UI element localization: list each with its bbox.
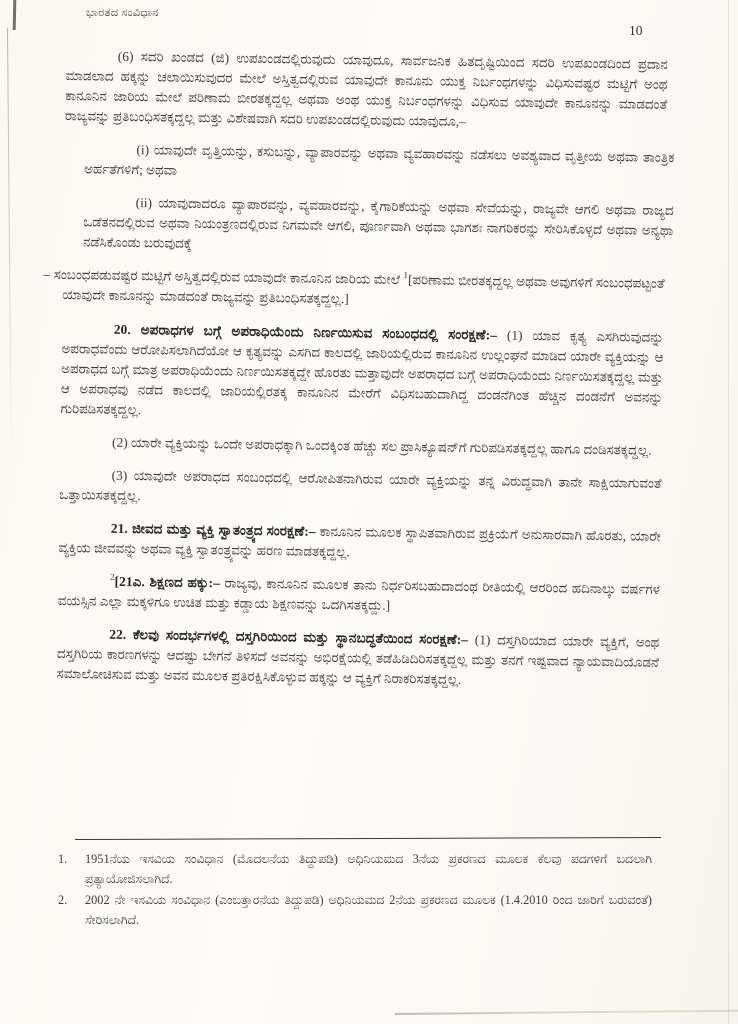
sub-clause-i bbox=[84, 139, 675, 188]
article-21a-heading: [21ಎ. ಶಿಕ್ಷಣದ ಹಕ್ಕು:– bbox=[114, 573, 221, 591]
footnote-number: 2. bbox=[58, 893, 68, 907]
footnote-item bbox=[58, 850, 670, 889]
article-21a-text: ರಾಜ್ಯವು, ಕಾನೂನಿನ ಮೂಲಕ ತಾನು ನಿರ್ಧರಿಸಬಹುದಾದಂಥ ರೀತಿಯಲ್ಲಿ ಆರರಿಂದ ಹದಿನಾಲ್ಕು ವರ್ಷಗಳ ವಯಸ್ಸಿನ ಎಲ್ಲಾ ಮಕ್ಕಳಿಗೂ ಉಚಿತ ಮತ್ತು ಕಡ್ಡಾಯ ಶಿಕ್ಷಣವನ್ನು ಒದಗಿಸತಕ್ಕದ್ದು.] bbox=[57, 575, 661, 613]
article-20-2-paragraph bbox=[60, 432, 662, 461]
page-edge-shadow-right bbox=[728, 0, 729, 1024]
sub-clause-ii-text: (ii) ಯಾವುದಾದರೂ ವ್ಯಾಪಾರವನ್ನು, ವ್ಯವಹಾರವನ್ನು, ಕೈಗಾರಿಕೆಯನ್ನು ಅಥವಾ ಸೇವೆಯನ್ನು, ರಾಜ್ಯವೇ ಆಗಲಿ ಅಥವಾ ರಾಜ್ಯದ ಒಡೆತನದಲ್ಲಿರುವ ಅಥವಾ ನಿಯಂತ್ರಣದಲ್ಲಿರುವ ನಿಗಮವೇ ಆಗಲಿ, ಪೂರ್ಣವಾಗಿ ಅಥವಾ ಭಾಗಶಃ ನಾಗರಿಕರನ್ನು ಸೇರಿಸಿಕೊಳ್ಳದೆ ಅಥವಾ ಅನ್ಯಥಾ ನಡೆಸಿಕೊಂಡು ಬರುವುದಕ್ಕೆ bbox=[82, 195, 674, 251]
footnote-text: 2002 ನೇ ಇಸವಿಯ ಸಂವಿಧಾನ (ಎಂಬತ್ತಾರನೆಯ ತಿದ್ದುಪಡಿ) ಅಧಿನಿಯಮದ 2ನೆಯ ಪ್ರಕರಣದ ಮೂಲಕ (1.4.2010 ರಿಂದ ಜಾರಿಗೆ ಬರುವಂತೆ) ಸೇರಿಸಲಾಗಿದೆ. bbox=[85, 893, 652, 927]
footnotes-section bbox=[58, 838, 670, 932]
article-20-3-paragraph bbox=[59, 465, 662, 514]
page-fold-mark bbox=[13, 0, 17, 30]
footnote-separator-rule bbox=[75, 837, 661, 840]
article-22-1-text: (1) ದಸ್ತಗಿರಿಯಾದ ಯಾರೇ ವ್ಯಕ್ತಿಗೆ, ಅಂಥ ದಸ್ತಗಿರಿಯ ಕಾರಣಗಳನ್ನು ಆದಷ್ಟು ಬೇಗನೆ ತಿಳಿಸದೆ ಅವನನ್ನು ಅಭಿರಕ್ಷೆಯಲ್ಲಿ ತಡೆಹಿಡಿದಿರಿಸತಕ್ಕದ್ದಲ್ಲ ಮತ್ತು ತನಗೆ ಇಷ್ಟವಾದ ನ್ಯಾಯವಾದಿಯೊಡನೆ ಸಮಾಲೋಚಿಸುವ ಮತ್ತು ಅವನ ಮೂಲಕ ಪ್ರತಿರಕ್ಷಿಸಿಕೊಳ್ಳುವ ಹಕ್ಕನ್ನು ಆ ವ್ಯಕ್ತಿಗೆ ನಿರಾಕರಿಸತಕ್ಕದ್ದಲ್ಲ. bbox=[56, 632, 660, 687]
clause-6-closing-paragraph bbox=[43, 265, 665, 314]
page-number: 10 bbox=[629, 23, 643, 38]
article-22-heading: 22. ಕೆಲವು ಸಂದರ್ಭಗಳಲ್ಲಿ ದಸ್ತಗಿರಿಯಿಂದ ಮತ್ತು ಸ್ಥಾನಬದ್ಧತೆಯಿಂದ ಸಂರಕ್ಷಣೆ:– bbox=[109, 626, 469, 648]
article-21-heading: 21. ಜೀವದ ಮತ್ತು ವ್ಯಕ್ತಿ ಸ್ವಾತಂತ್ರ್ಯದ ಸಂರಕ್ಷಣೆ:– bbox=[110, 520, 316, 539]
clause-6-text: (6) ಸದರಿ ಖಂಡದ (ಜಿ) ಉಪಖಂಡದಲ್ಲಿರುವುದು ಯಾವುದೂ, ಸಾರ್ವಜನಿಕ ಹಿತದೃಷ್ಟಿಯಿಂದ ಸದರಿ ಉಪಖಂಡದಿಂದ ಪ್ರದಾನ ಮಾಡಲಾದ ಹಕ್ಕನ್ನು ಚಲಾಯಿಸುವುದರ ಮೇಲೆ ಅಸ್ತಿತ್ವದಲ್ಲಿರುವ ಯಾವುದೇ ಕಾನೂನು ಯುಕ್ತ ನಿರ್ಬಂಧಗಳನ್ನು ವಿಧಿಸುವಷ್ಟರ ಮಟ್ಟಿಗೆ ಅಂಥ ಕಾನೂನಿನ ಜಾರಿಯ ಮೇಲೆ ಪರಿಣಾಮ ಬೀರತಕ್ಕದ್ದಲ್ಲ ಅಥವಾ ಅಂಥ ಯುಕ್ತ ನಿರ್ಬಂಧಗಳನ್ನು ವಿಧಿಸುವ ಯಾವುದೇ ಕಾನೂನನ್ನು ಮಾಡದಂತೆ ರಾಜ್ಯವನ್ನು ಪ್ರತಿಬಂಧಿಸತಕ್ಕದ್ದಲ್ಲ ಮತ್ತು ವಿಶೇಷವಾಗಿ ಸದರಿ ಉಪಖಂಡದಲ್ಲಿರುವುದು ಯಾವುದೂ,– bbox=[64, 48, 668, 129]
clause-6-paragraph bbox=[65, 46, 668, 135]
article-21a-paragraph bbox=[58, 571, 661, 620]
footnote-reference-1: 1 bbox=[403, 269, 409, 280]
sub-clause-i-text: (i) ಯಾವುದೇ ವೃತ್ತಿಯನ್ನು, ಕಸುಬನ್ನು, ವ್ಯಾಪಾರವನ್ನು ಅಥವಾ ವ್ಯವಹಾರವನ್ನು ನಡೆಸಲು ಅವಶ್ಯವಾದ ವೃತ್ತೀಯ ಅಥವಾ ತಾಂತ್ರಿಕ ಅರ್ಹತೆಗಳಿಗೆ; ಅಥವಾ bbox=[84, 142, 675, 178]
footnote-text: 1951ನೆಯ ಇಸವಿಯ ಸಂವಿಧಾನ (ಮೊದಲನೆಯ ತಿದ್ದುಪಡಿ) ಅಧಿನಿಯಮದ 3ನೆಯ ಪ್ರಕರಣದ ಮೂಲಕ ಕೆಲವು ಪದಗಳಿಗೆ ಬದಲಾಗಿ ಪ್ರತ್ಯಾಯೋಜಿಸಲಾಗಿದೆ. bbox=[85, 852, 652, 886]
article-20-3-text: (3) ಯಾವುದೇ ಅಪರಾಧದ ಸಂಬಂಧದಲ್ಲಿ ಆರೋಪಿತನಾಗಿರುವ ಯಾರೇ ವ್ಯಕ್ತಿಯನ್ನು ತನ್ನ ವಿರುದ್ಧವಾಗಿ ತಾನೇ ಸಾಕ್ಷಿಯಾಗುವಂತೆ ಒತ್ತಾಯಿಸತಕ್ಕದ್ದಲ್ಲ. bbox=[59, 467, 662, 504]
article-21-text: ಕಾನೂನಿನ ಮೂಲಕ ಸ್ಥಾಪಿತವಾಗಿರುವ ಪ್ರಕ್ರಿಯೆಗೆ ಅನುಸಾರವಾಗಿ ಹೊರತು, ಯಾರೇ ವ್ಯಕ್ತಿಯ ಜೀವವನ್ನು ಅಥವಾ ವ್ಯಕ್ತಿ ಸ್ವಾತಂತ್ರ್ಯವನ್ನು ಹರಣ ಮಾಡತಕ್ಕದ್ದಲ್ಲ. bbox=[58, 523, 661, 560]
sub-clause-ii bbox=[83, 192, 674, 261]
page-edge-shadow-bottom bbox=[395, 1010, 738, 1015]
clause-6-closing-before: – ಸಂಬಂಧಪಡುವಷ್ಟರ ಮಟ್ಟಿಗೆ ಅಸ್ತಿತ್ವದಲ್ಲಿರುವ ಯಾವುದೇ ಕಾನೂನಿನ ಜಾರಿಯ ಮೇಲೆ bbox=[43, 266, 404, 288]
article-20-1-text: (1) ಯಾವ ಕೃತ್ಯ ಎಸಗಿರುವುದನ್ನು ಅಪರಾಧವೆಂದು ಆರೋಪಿಸಲಾಗಿದೆಯೋ ಆ ಕೃತ್ಯವನ್ನು ಎಸಗಿದ ಕಾಲದಲ್ಲಿ ಜಾರಿಯಲ್ಲಿರುವ ಕಾನೂನಿನ ಉಲ್ಲಂಘನೆ ಮಾಡಿದ ಯಾರೇ ವ್ಯಕ್ತಿಯನ್ನು ಆ ಅಪರಾಧದ ಬಗ್ಗೆ ಮಾತ್ರ ಅಪರಾಧಿಯೆಂದು ನಿರ್ಣಯಿಸತಕ್ಕದ್ದೇ ಹೊರತು ಮತ್ತಾವುದೇ ಅಪರಾಧದ ಬಗ್ಗೆ ಅಪರಾಧಿಯೆಂದು ನಿರ್ಣಯಿಸತಕ್ಕದ್ದಲ್ಲ ಮತ್ತು ಆ ಅಪರಾಧವು ನಡೆದ ಕಾಲದಲ್ಲಿ ಜಾರಿಯಲ್ಲಿರತಕ್ಕ ಕಾನೂನಿನ ಮೇರೆಗೆ ವಿಧಿಸಬಹುದಾಗಿದ್ದ ದಂಡನೆಗಿಂತ ಹೆಚ್ಚಿನ ದಂಡನೆಗೆ ಅವನನ್ನು ಗುರಿಪಡಿಸತಕ್ಕದ್ದಲ್ಲ. bbox=[60, 327, 664, 418]
footnote-reference-2: 2 bbox=[110, 571, 115, 582]
article-20-heading: 20. ಅಪರಾಧಗಳ ಬಗ್ಗೆ ಅಪರಾಧಿಯೆಂದು ನಿರ್ಣಯಿಸುವ ಸಂಬಂಧದಲ್ಲಿ ಸಂರಕ್ಷಣೆ:– bbox=[113, 321, 498, 343]
article-20-1-paragraph bbox=[60, 319, 663, 428]
footnote-number: 1. bbox=[58, 852, 68, 866]
document-body bbox=[43, 46, 675, 706]
article-22-1-paragraph bbox=[57, 624, 660, 693]
article-21-paragraph bbox=[58, 518, 661, 567]
running-header-title: ಭಾರತದ ಸಂವಿಧಾನ bbox=[86, 7, 159, 19]
clause-6-closing-after: [ಪರಿಣಾಮ ಬೀರತಕ್ಕದ್ದಲ್ಲ ಅಥವಾ ಅವುಗಳಿಗೆ ಸಂಬಂಧಪಟ್ಟಂತೆ ಯಾವುದೇ ಕಾನೂನನ್ನು ಮಾಡದಂತೆ ರಾಜ್ಯವನ್ನು ಪ್ರತಿಬಂಧಿಸತಕ್ಕದ್ದಲ್ಲ.] bbox=[62, 272, 665, 307]
article-20-2-text: (2) ಯಾರೇ ವ್ಯಕ್ತಿಯನ್ನು ಒಂದೇ ಅಪರಾಧಕ್ಕಾಗಿ ಒಂದಕ್ಕಿಂತ ಹೆಚ್ಚು ಸಲ ಪ್ರಾಸಿಕ್ಯೂಷನ್‌ಗೆ ಗುರಿಪಡಿಸತಕ್ಕದ್ದಲ್ಲ ಹಾಗೂ ದಂಡಿಸತಕ್ಕದ್ದಲ್ಲ. bbox=[112, 434, 652, 458]
footnote-item bbox=[58, 891, 670, 930]
page-fold-line bbox=[7, 28, 12, 458]
